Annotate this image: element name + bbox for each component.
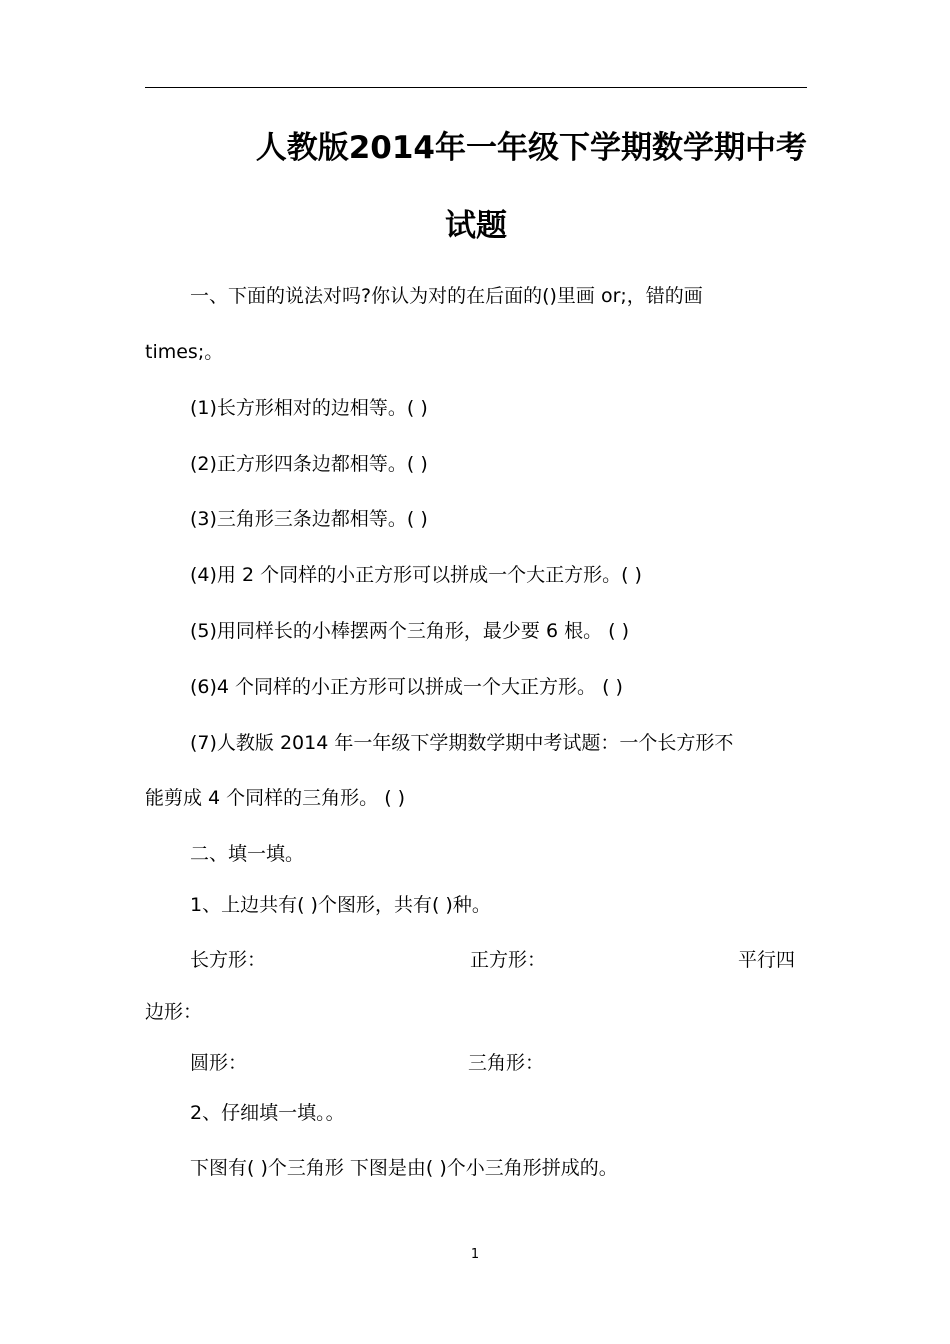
document-title-line-1: 人教版2014年一年级下学期数学期中考 xyxy=(255,130,807,166)
section1-intro-line-2: times;。 xyxy=(145,341,224,363)
header-rule xyxy=(145,87,807,88)
page-number: 1 xyxy=(470,1247,480,1262)
shape-label-rectangle: 长方形： xyxy=(190,949,267,971)
fill-question-1: 1、上边共有( )个图形，共有( )种。 xyxy=(190,894,491,916)
question-item-4: (4)用 2 个同样的小正方形可以拼成一个大正方形。( ) xyxy=(190,564,642,586)
question-item-6: (6)4 个同样的小正方形可以拼成一个大正方形。 ( ) xyxy=(190,676,623,698)
question-item-3: (3)三角形三条边都相等。( ) xyxy=(190,508,428,530)
shape-label-circle: 圆形： xyxy=(190,1052,248,1074)
question-item-1: (1)长方形相对的边相等。( ) xyxy=(190,397,428,419)
document-title-line-2: 试题 xyxy=(445,208,507,244)
section1-intro-line-1: 一、下面的说法对吗?你认为对的在后面的()里画 or;，错的画 xyxy=(190,285,703,307)
section2-heading: 二、填一填。 xyxy=(190,843,305,865)
shape-label-triangle: 三角形： xyxy=(468,1052,545,1074)
fill-question-2-detail: 下图有( )个三角形 下图是由( )个小三角形拼成的。 xyxy=(190,1157,618,1179)
shape-label-parallelogram-part2: 边形： xyxy=(145,1001,203,1023)
fill-question-2: 2、仔细填一填。。 xyxy=(190,1102,345,1124)
question-item-7-line-1: (7)人教版 2014 年一年级下学期数学期中考试题：一个长方形不 xyxy=(190,732,734,754)
question-item-7-line-2: 能剪成 4 个同样的三角形。 ( ) xyxy=(145,787,406,809)
question-item-2: (2)正方形四条边都相等。( ) xyxy=(190,453,428,475)
question-item-5: (5)用同样长的小棒摆两个三角形，最少要 6 根。 ( ) xyxy=(190,620,629,642)
shape-label-parallelogram-part1: 平行四 xyxy=(738,949,796,971)
shape-label-square: 正方形： xyxy=(470,949,547,971)
